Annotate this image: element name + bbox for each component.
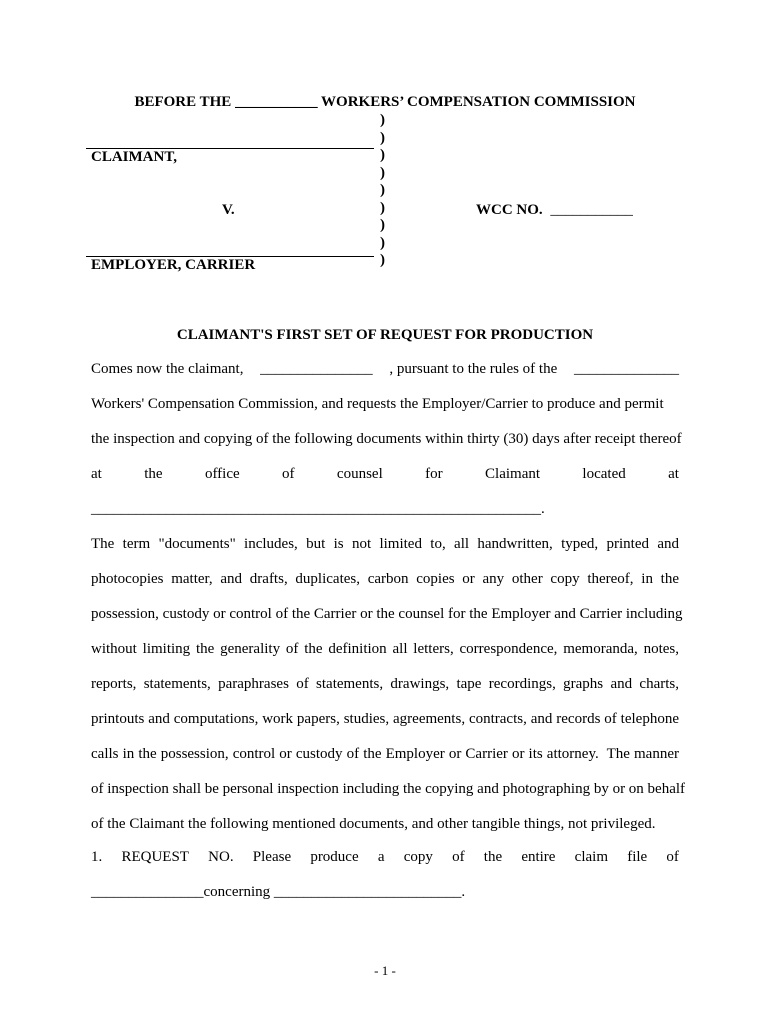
word: Claimant bbox=[485, 466, 541, 482]
paren: ) bbox=[380, 164, 385, 181]
intro-line-1 bbox=[91, 352, 679, 387]
employer-carrier-label: EMPLOYER, CARRIER bbox=[91, 257, 256, 273]
word: located bbox=[582, 466, 626, 482]
word: copy bbox=[403, 849, 433, 865]
paren: ) bbox=[380, 217, 385, 233]
intro-text: Comes now the claimant, bbox=[91, 361, 244, 377]
paren: ) bbox=[380, 234, 385, 251]
paren: ) bbox=[380, 252, 385, 268]
word: office bbox=[204, 466, 240, 482]
request-1-line-2: _______________concerning _________________________. bbox=[91, 884, 466, 900]
word: the bbox=[144, 466, 163, 482]
word: REQUEST bbox=[121, 849, 189, 865]
definition-line: of inspection shall be personal inspection including the copying and photographing by or on behalf bbox=[91, 781, 686, 797]
paren: ) bbox=[380, 112, 385, 128]
wcc-number-blank: ___________ bbox=[550, 202, 633, 218]
intro-line-2: Workers' Compensation Commission, and requests the Employer/Carrier to produce and permit bbox=[91, 396, 664, 412]
claimant-name-blank: _______________ bbox=[260, 361, 373, 377]
counsel-address-blank: ____________________________________________________________. bbox=[91, 501, 545, 517]
word: a bbox=[377, 849, 385, 865]
intro-line-3: the inspection and copying of the following documents within thirty (30) days after receipt thereof bbox=[91, 431, 682, 447]
request-1 bbox=[91, 840, 679, 910]
document-title: CLAIMANT'S FIRST SET OF REQUEST FOR PRODUCTION bbox=[176, 327, 594, 343]
request-1-line-1 bbox=[91, 840, 679, 875]
word: the bbox=[483, 849, 503, 865]
word: of bbox=[666, 849, 679, 865]
definition-line: photocopies matter, and drafts, duplicates, carbon copies or any other copy thereof, in the bbox=[91, 571, 679, 587]
versus-label: V. bbox=[222, 202, 235, 218]
heading-commission-name: WORKERS’ COMPENSATION COMMISSION bbox=[321, 94, 636, 110]
page-number: - 1 - bbox=[374, 963, 396, 978]
claimant-label: CLAIMANT, bbox=[91, 149, 177, 165]
word: file bbox=[627, 849, 648, 865]
intro-text: , pursuant to the rules of the bbox=[389, 361, 558, 377]
word: entire bbox=[521, 849, 556, 865]
concerning-text: concerning bbox=[203, 884, 271, 900]
wcc-label: WCC NO. bbox=[476, 202, 543, 218]
paren: ) bbox=[380, 129, 385, 146]
word: at bbox=[91, 466, 102, 482]
paren: ) bbox=[380, 199, 385, 216]
paren: ) bbox=[380, 182, 385, 198]
caption-parentheses bbox=[380, 112, 392, 270]
word: at bbox=[668, 466, 679, 482]
definition-line: without limiting the generality of the definition all letters, correspondence, memoranda, notes, bbox=[91, 641, 679, 657]
word: Please bbox=[252, 849, 292, 865]
paren: ) bbox=[380, 147, 385, 163]
word: claim bbox=[574, 849, 608, 865]
word: NO. bbox=[208, 849, 234, 865]
word: for bbox=[425, 466, 443, 482]
definition-paragraph bbox=[91, 527, 686, 842]
wcc-number-field bbox=[476, 202, 633, 219]
definition-line: calls in the possession, control or custody of the Employer or Carrier or its attorney. The manner bbox=[91, 746, 679, 762]
word: of bbox=[452, 849, 465, 865]
heading-before: BEFORE THE bbox=[134, 94, 232, 110]
word: of bbox=[282, 466, 295, 482]
concerning-blank: _________________________ bbox=[273, 884, 462, 900]
word: counsel bbox=[336, 466, 383, 482]
state-blank: ______________ bbox=[573, 361, 679, 377]
definition-line: The term "documents" includes, but is not limited to, all handwritten, typed, printed and bbox=[91, 536, 679, 552]
commission-heading bbox=[0, 94, 770, 111]
request-number: 1. bbox=[91, 849, 103, 865]
definition-line: reports, statements, paraphrases of statements, drawings, tape recordings, graphs and charts, bbox=[91, 676, 679, 692]
claim-file-blank: _______________ bbox=[91, 884, 204, 900]
intro-paragraph bbox=[91, 352, 682, 527]
definition-line: possession, custody or control of the Carrier or the counsel for the Employer and Carrier including bbox=[91, 606, 683, 622]
heading-commission-blank: ___________ bbox=[235, 94, 318, 110]
definition-line: printouts and computations, work papers, studies, agreements, contracts, and records of telephone bbox=[91, 711, 679, 727]
definition-line-last: of the Claimant the following mentioned documents, and other tangible things, not privileged. bbox=[91, 816, 656, 832]
word: produce bbox=[310, 849, 359, 865]
intro-line-4 bbox=[91, 457, 679, 492]
